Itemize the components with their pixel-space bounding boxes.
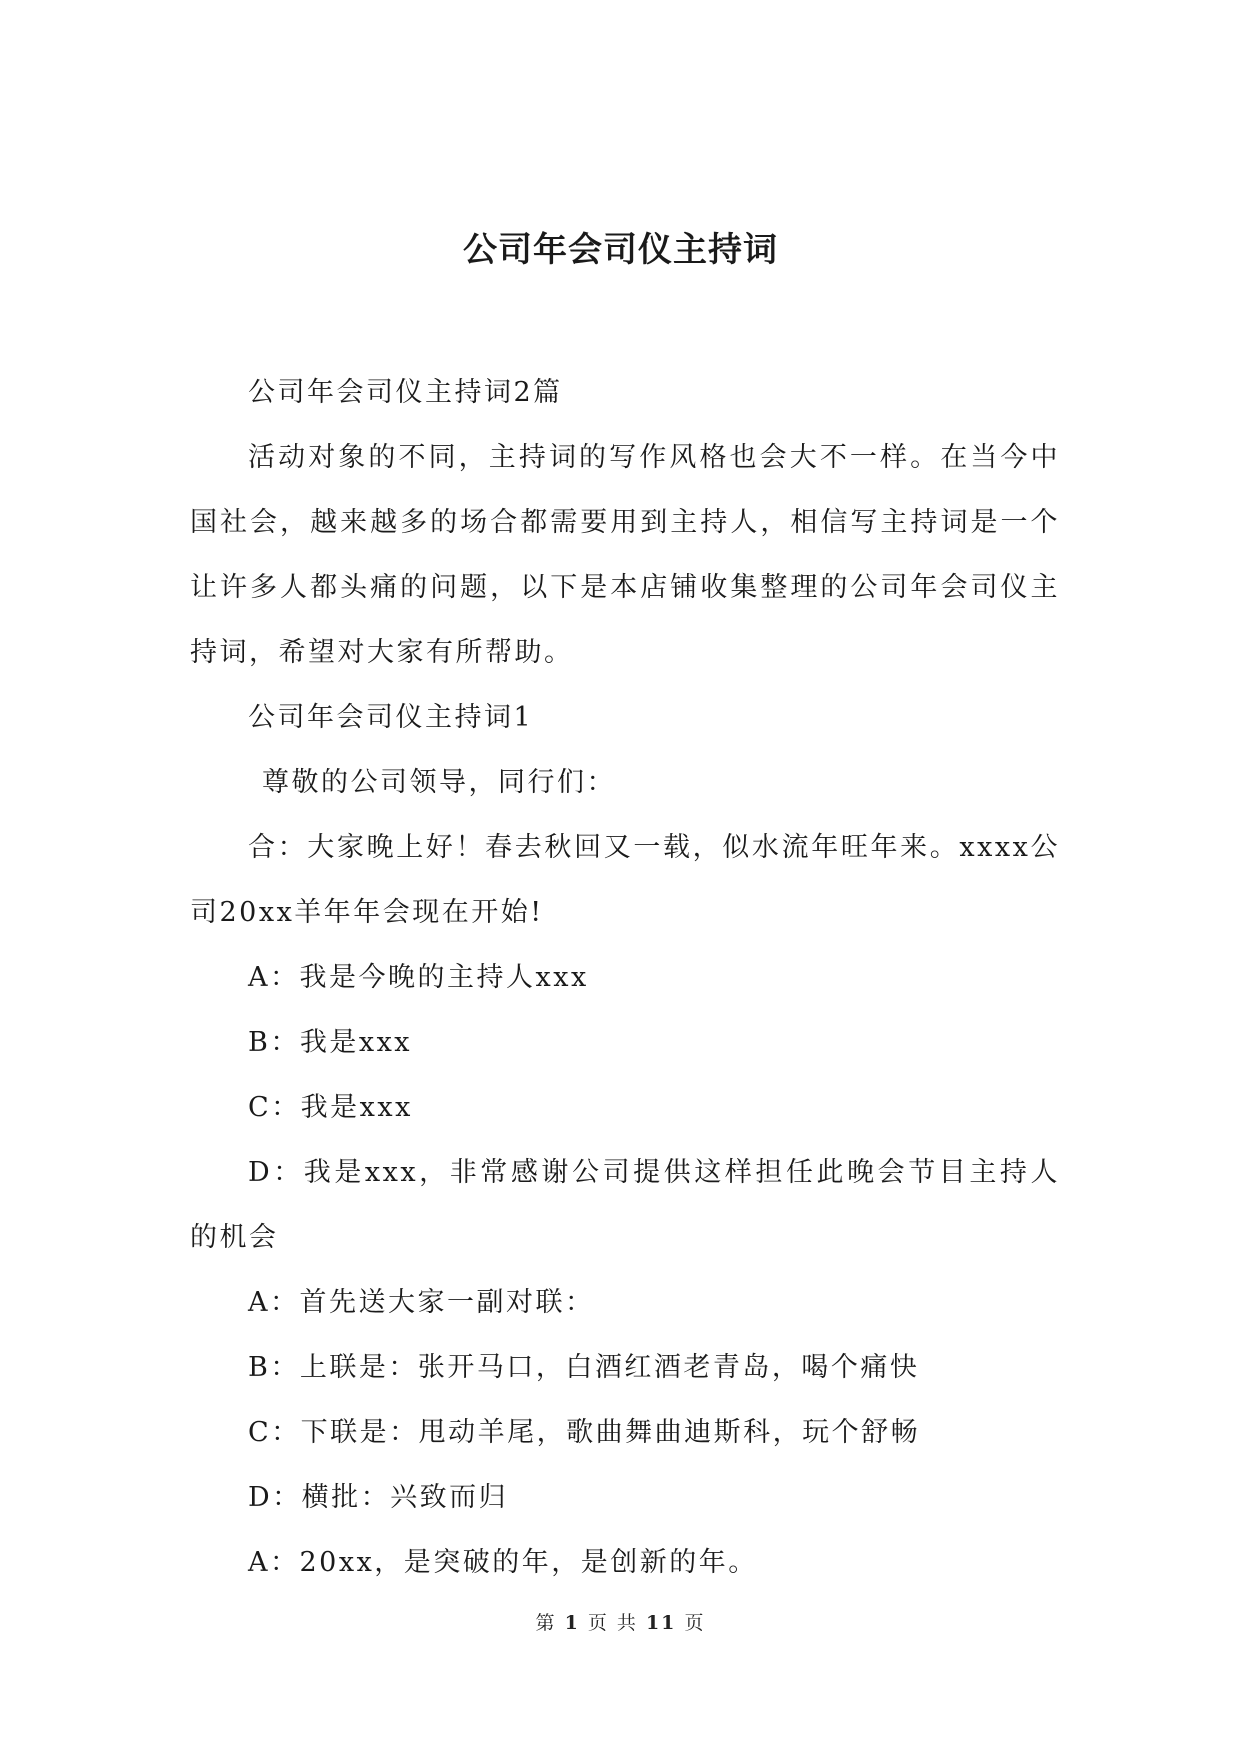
footer-prefix: 第 [535, 1612, 557, 1634]
paragraph-line: B：我是xxx [248, 1027, 413, 1058]
paragraph-line: C：下联是：甩动羊尾，歌曲舞曲迪斯科，玩个舒畅 [248, 1417, 921, 1448]
footer-middle: 页 共 [587, 1612, 638, 1634]
paragraph-line: D：横批：兴致而归 [248, 1482, 509, 1513]
paragraph-greeting: 尊敬的公司领导，同行们： [262, 767, 616, 798]
paragraph-intro: 活动对象的不同，主持词的写作风格也会大不一样。在当今中国社会，越来越多的场合都需要用到主持人，相信写主持词是一个让许多人都头痛的问题，以下是本店铺收集整理的公司年会司仪主持词，希望对大家有所帮助。 [190, 442, 1060, 668]
paragraph-line: A：我是今晚的主持人xxx [248, 962, 589, 993]
footer-suffix: 页 [684, 1612, 706, 1634]
paragraph-line: 合：大家晚上好！春去秋回又一载，似水流年旺年来。xxxx公司20xx羊年年会现在开始! [190, 832, 1060, 928]
paragraph-subtitle: 公司年会司仪主持词2篇 [248, 377, 563, 408]
footer-total-pages: 11 [645, 1612, 677, 1634]
paragraph-line: B：上联是：张开马口，白酒红酒老青岛，喝个痛快 [248, 1352, 920, 1383]
document-body [190, 360, 1060, 1595]
paragraph-line: D：我是xxx，非常感谢公司提供这样担任此晚会节目主持人的机会 [190, 1157, 1060, 1253]
page-footer [0, 1608, 1241, 1635]
paragraph-section-heading: 公司年会司仪主持词1 [248, 702, 534, 733]
document-title: 公司年会司仪主持词 [463, 230, 778, 270]
paragraph-line: A：20xx，是突破的年，是创新的年。 [248, 1547, 758, 1578]
paragraph-line: A：首先送大家一副对联： [248, 1287, 595, 1318]
footer-page-number: 1 [564, 1612, 580, 1634]
paragraph-line: C：我是xxx [248, 1092, 413, 1123]
